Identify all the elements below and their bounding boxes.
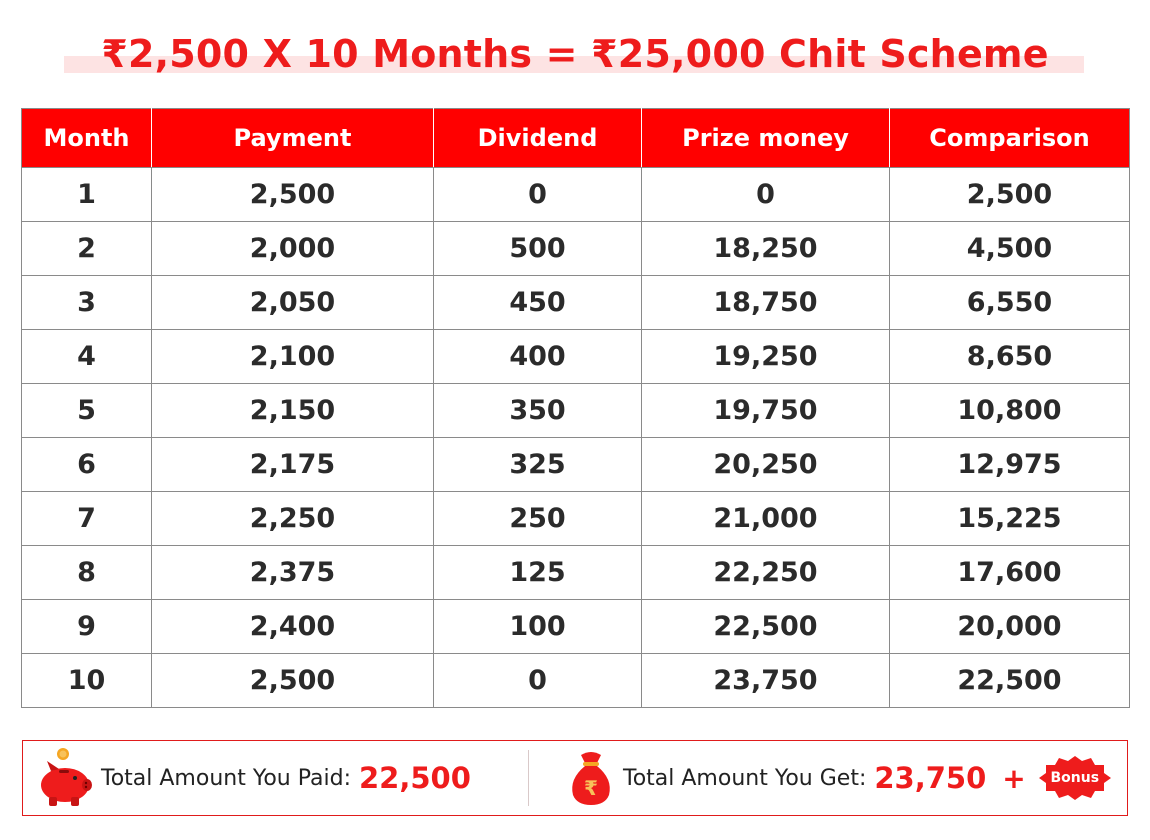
- page-title: ₹2,500 X 10 Months = ₹25,000 Chit Scheme: [101, 32, 1049, 76]
- summary-bar: [22, 740, 1128, 816]
- svg-text:₹: ₹: [584, 776, 598, 800]
- cell-dividend: 250: [434, 492, 642, 546]
- bonus-label: Bonus: [1050, 770, 1100, 786]
- cell-dividend: 125: [434, 546, 642, 600]
- cell-comparison: 8,650: [890, 330, 1130, 384]
- table-row: [22, 222, 1130, 276]
- cell-payment: 2,500: [152, 168, 434, 222]
- piggy-bank-icon: [37, 747, 93, 809]
- cell-month: 2: [22, 222, 152, 276]
- cell-dividend: 500: [434, 222, 642, 276]
- cell-payment: 2,050: [152, 276, 434, 330]
- table-row: [22, 276, 1130, 330]
- cell-month: 1: [22, 168, 152, 222]
- table-row: [22, 438, 1130, 492]
- header-payment: Payment: [152, 109, 434, 168]
- header-month: Month: [22, 109, 152, 168]
- cell-prize-money: 22,250: [642, 546, 890, 600]
- cell-dividend: 0: [434, 168, 642, 222]
- cell-comparison: 10,800: [890, 384, 1130, 438]
- cell-comparison: 6,550: [890, 276, 1130, 330]
- chit-table: [21, 108, 1130, 708]
- table-row: [22, 384, 1130, 438]
- cell-prize-money: 18,750: [642, 276, 890, 330]
- cell-prize-money: 22,500: [642, 600, 890, 654]
- header-prize-money: Prize money: [642, 109, 890, 168]
- cell-dividend: 400: [434, 330, 642, 384]
- cell-month: 10: [22, 654, 152, 708]
- cell-dividend: 325: [434, 438, 642, 492]
- cell-month: 4: [22, 330, 152, 384]
- cell-month: 9: [22, 600, 152, 654]
- cell-payment: 2,000: [152, 222, 434, 276]
- cell-prize-money: 19,250: [642, 330, 890, 384]
- cell-comparison: 17,600: [890, 546, 1130, 600]
- header-row: [22, 109, 1130, 168]
- cell-comparison: 12,975: [890, 438, 1130, 492]
- table-row: [22, 546, 1130, 600]
- table-row: [22, 492, 1130, 546]
- cell-dividend: 450: [434, 276, 642, 330]
- cell-prize-money: 0: [642, 168, 890, 222]
- cell-comparison: 2,500: [890, 168, 1130, 222]
- cell-month: 5: [22, 384, 152, 438]
- cell-prize-money: 20,250: [642, 438, 890, 492]
- table-row: [22, 330, 1130, 384]
- cell-month: 6: [22, 438, 152, 492]
- cell-payment: 2,400: [152, 600, 434, 654]
- cell-prize-money: 23,750: [642, 654, 890, 708]
- cell-prize-money: 21,000: [642, 492, 890, 546]
- cell-comparison: 4,500: [890, 222, 1130, 276]
- cell-payment: 2,375: [152, 546, 434, 600]
- cell-payment: 2,250: [152, 492, 434, 546]
- money-bag-icon: [567, 749, 615, 807]
- cell-comparison: 15,225: [890, 492, 1130, 546]
- total-get-section: [529, 741, 1127, 815]
- plus-sign: +: [1002, 761, 1026, 795]
- table-row: [22, 168, 1130, 222]
- cell-comparison: 20,000: [890, 600, 1130, 654]
- total-paid-section: [23, 741, 528, 815]
- cell-payment: 2,150: [152, 384, 434, 438]
- cell-prize-money: 18,250: [642, 222, 890, 276]
- table-row: [22, 600, 1130, 654]
- cell-dividend: 100: [434, 600, 642, 654]
- cell-dividend: 0: [434, 654, 642, 708]
- total-paid-value: 22,500: [358, 761, 471, 795]
- table-row: [22, 654, 1130, 708]
- total-paid-label: Total Amount You Paid:: [101, 765, 351, 791]
- total-get-value: 23,750: [874, 761, 987, 795]
- cell-comparison: 22,500: [890, 654, 1130, 708]
- header-comparison: Comparison: [890, 109, 1130, 168]
- cell-month: 3: [22, 276, 152, 330]
- cell-dividend: 350: [434, 384, 642, 438]
- cell-month: 8: [22, 546, 152, 600]
- cell-prize-money: 19,750: [642, 384, 890, 438]
- header-dividend: Dividend: [434, 109, 642, 168]
- cell-payment: 2,100: [152, 330, 434, 384]
- bonus-badge-icon: [1038, 755, 1112, 801]
- total-get-label: Total Amount You Get:: [623, 765, 867, 791]
- title-container: [0, 28, 1150, 80]
- cell-month: 7: [22, 492, 152, 546]
- cell-payment: 2,500: [152, 654, 434, 708]
- cell-payment: 2,175: [152, 438, 434, 492]
